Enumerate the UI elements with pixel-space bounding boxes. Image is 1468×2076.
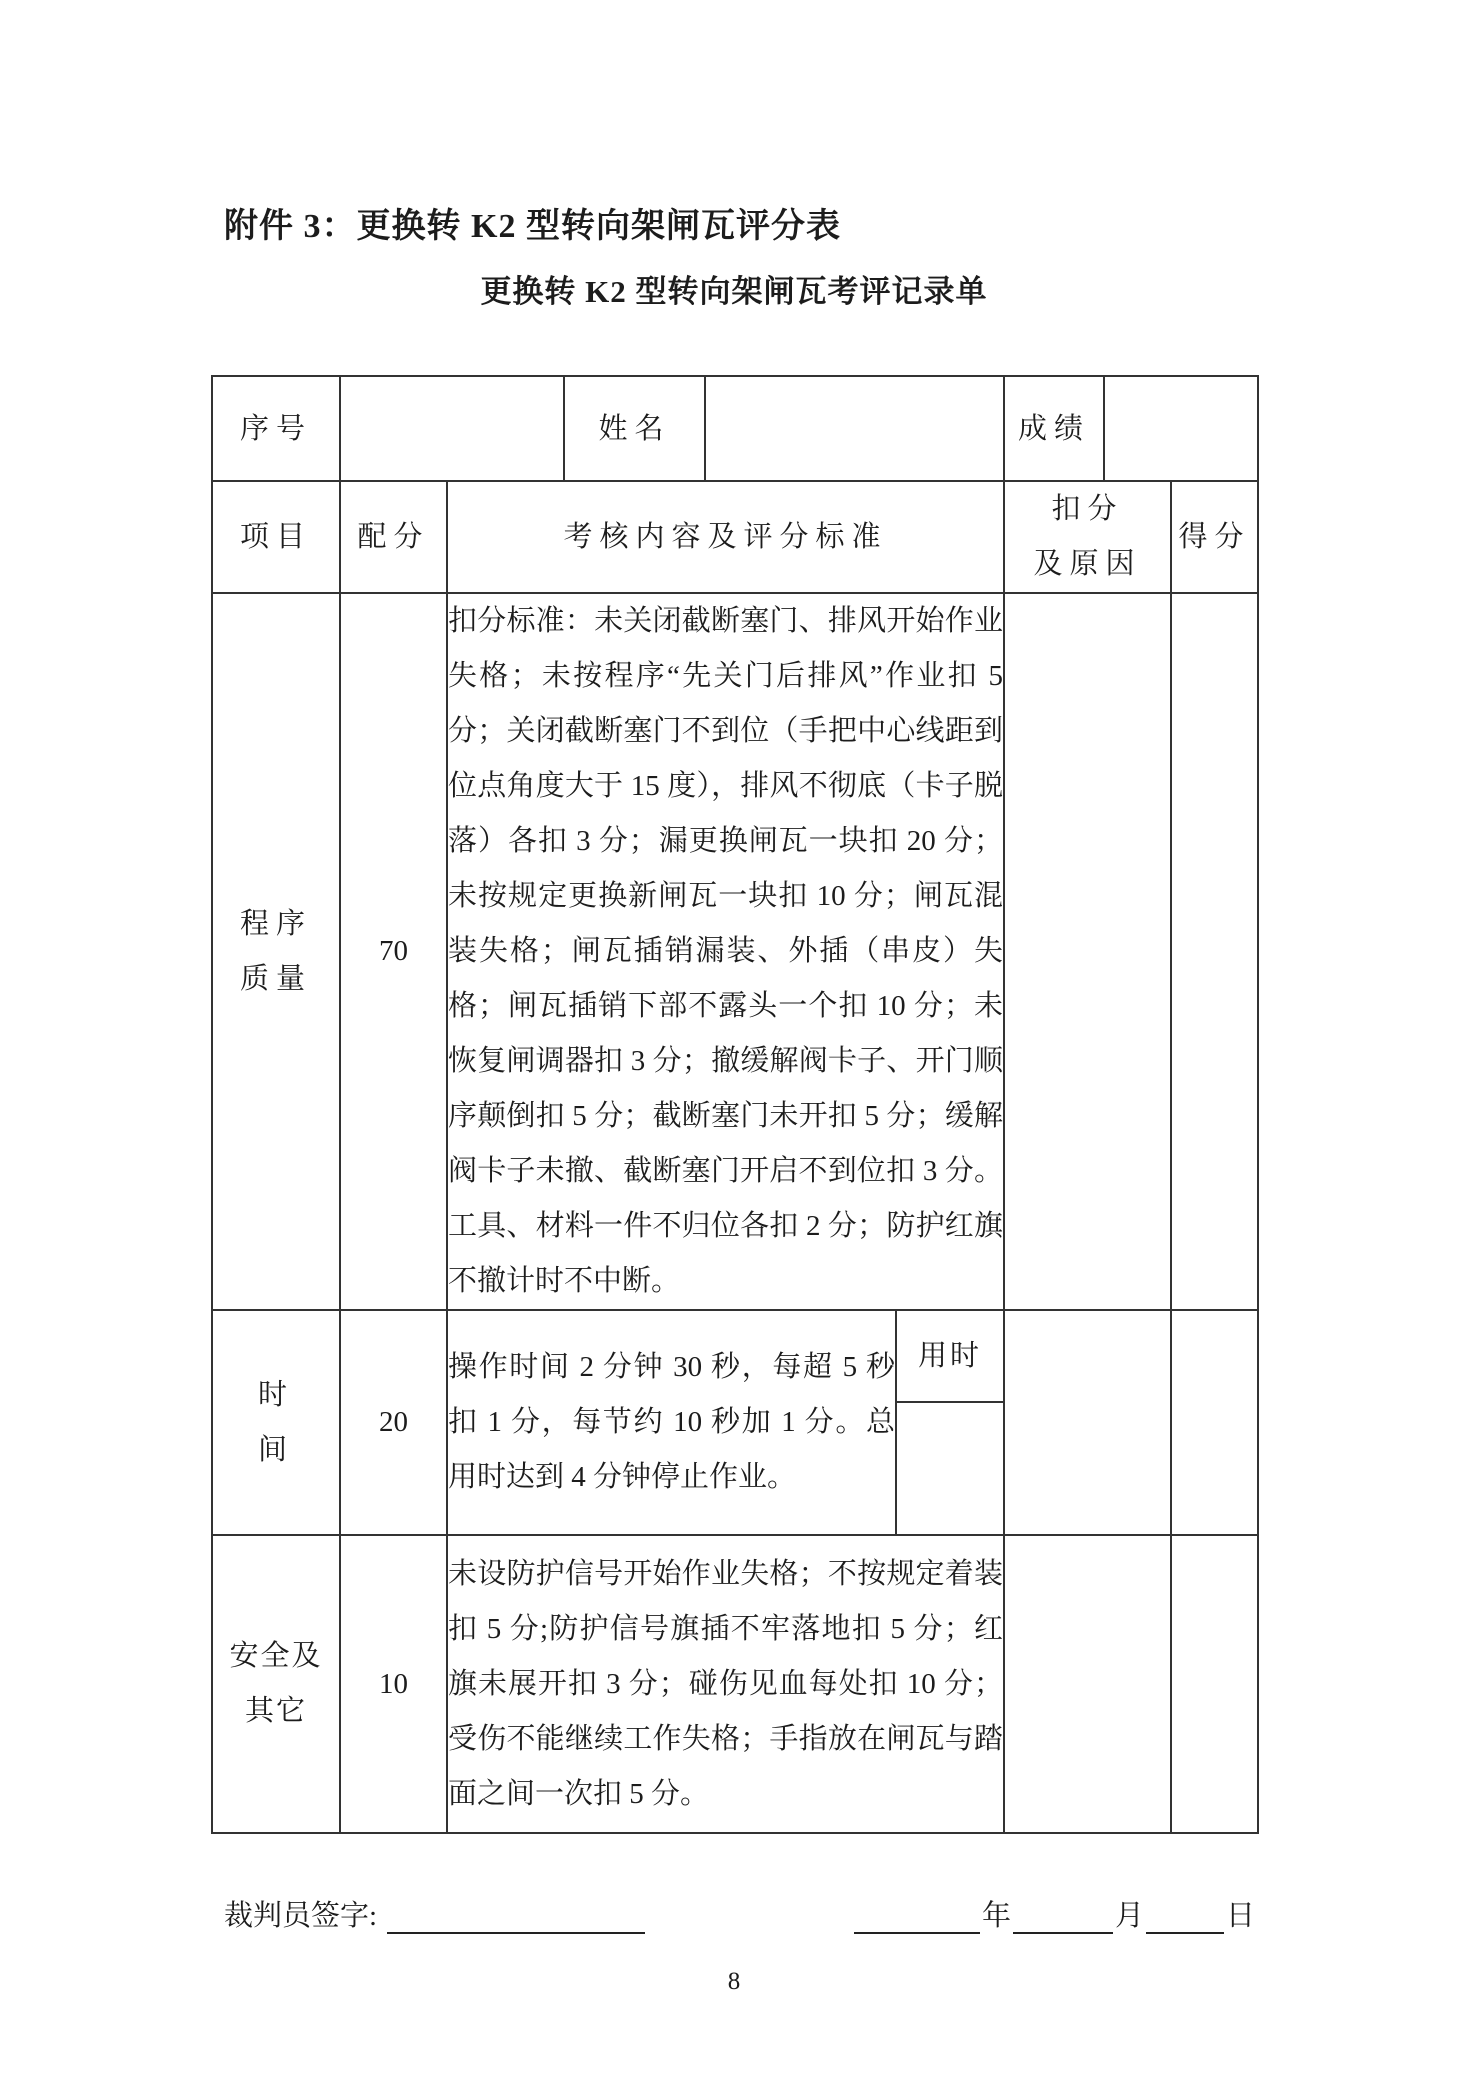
header-score-cell: 得分 bbox=[1171, 481, 1258, 593]
header-item-cell: 项目 bbox=[212, 481, 340, 593]
item-cell-safety bbox=[212, 1535, 340, 1833]
item-line: 程序 bbox=[239, 907, 312, 940]
points-cell: 10 bbox=[340, 1535, 447, 1833]
item-line: 时 bbox=[257, 1378, 294, 1411]
header-deduction-line1: 扣分 bbox=[1051, 493, 1124, 525]
header-deduction-line2: 及原因 bbox=[1033, 548, 1142, 580]
month-blank-line bbox=[1013, 1898, 1113, 1934]
table-row-safety bbox=[212, 1535, 1258, 1833]
score-table bbox=[211, 375, 1259, 1834]
deduction-value-cell bbox=[1004, 593, 1171, 1310]
item-line: 质量 bbox=[239, 962, 312, 995]
seq-value-cell bbox=[340, 376, 564, 481]
table-row-time bbox=[212, 1310, 1258, 1402]
score-value-cell bbox=[1171, 1310, 1258, 1535]
score-value-cell bbox=[1171, 1535, 1258, 1833]
year-blank-line bbox=[854, 1898, 980, 1934]
criteria-cell: 操作时间 2 分钟 30 秒，每超 5 秒扣 1 分，每节约 10 秒加 1 分。总用时达到 4 分钟停止作业。 bbox=[447, 1310, 896, 1535]
attachment-title: 附件 3：更换转 K2 型转向架闸瓦评分表 bbox=[224, 208, 841, 245]
judge-signature-label: 裁判员签字: bbox=[224, 1900, 378, 1932]
name-value-cell bbox=[705, 376, 1004, 481]
deduction-value-cell bbox=[1004, 1310, 1171, 1535]
time-used-label-cell: 用时 bbox=[896, 1310, 1004, 1402]
date-fields bbox=[854, 1893, 1257, 1934]
item-line: 间 bbox=[257, 1433, 294, 1466]
info-row bbox=[212, 376, 1258, 481]
result-value-cell bbox=[1104, 376, 1258, 481]
points-cell: 20 bbox=[340, 1310, 447, 1535]
time-used-value-cell bbox=[896, 1402, 1004, 1535]
criteria-cell: 未设防护信号开始作业失格；不按规定着装扣 5 分;防护信号旗插不牢落地扣 5 分；红旗未展开扣 3 分；碰伤见血每处扣 10 分；受伤不能继续工作失格；手指放在闸瓦与踏面之间一次扣 5 分。 bbox=[447, 1535, 1004, 1833]
header-criteria-cell: 考核内容及评分标准 bbox=[447, 481, 1004, 593]
year-label: 年 bbox=[981, 1900, 1011, 1932]
page-number: 8 bbox=[727, 1968, 741, 1995]
signature-footer bbox=[224, 1893, 1257, 1934]
item-cell-procedure-quality bbox=[212, 593, 340, 1310]
month-label: 月 bbox=[1114, 1900, 1144, 1932]
judge-signature-line bbox=[387, 1898, 645, 1934]
item-line: 其它 bbox=[244, 1695, 307, 1727]
item-cell-time bbox=[212, 1310, 340, 1535]
criteria-cell: 扣分标准：未关闭截断塞门、排风开始作业失格；未按程序“先关门后排风”作业扣 5 分；关闭截断塞门不到位（手把中心线距到位点角度大于 15 度），排风不彻底（卡子脱落）各扣 3 分；漏更换闸瓦一块扣 20 分；未按规定更换新闸瓦一块扣 10 分；闸瓦混装失格；闸瓦插销漏装、外插（串皮）失格；闸瓦插销下部不露头一个扣 10 分；未恢复闸调器扣 3 分；撤缓解阀卡子、开门顺序颠倒扣 5 分；截断塞门未开扣 5 分；缓解阀卡子未撤、截断塞门开启不到位扣 3 分。工具、材料一件不归位各扣 2 分；防护红旗不撤计时不中断。 bbox=[447, 593, 1004, 1310]
header-points-cell: 配分 bbox=[340, 481, 447, 593]
name-label-cell: 姓名 bbox=[564, 376, 705, 481]
table-row-procedure-quality bbox=[212, 593, 1258, 1310]
form-title: 更换转 K2 型转向架闸瓦考评记录单 bbox=[480, 274, 988, 309]
points-cell: 70 bbox=[340, 593, 447, 1310]
header-row bbox=[212, 481, 1258, 593]
item-line: 安全及 bbox=[229, 1640, 323, 1672]
result-label-cell: 成绩 bbox=[1004, 376, 1104, 481]
score-value-cell bbox=[1171, 593, 1258, 1310]
deduction-value-cell bbox=[1004, 1535, 1171, 1833]
header-deduction-cell bbox=[1004, 481, 1171, 593]
seq-label-cell: 序号 bbox=[212, 376, 340, 481]
day-label: 日 bbox=[1225, 1900, 1255, 1932]
day-blank-line bbox=[1146, 1898, 1224, 1934]
